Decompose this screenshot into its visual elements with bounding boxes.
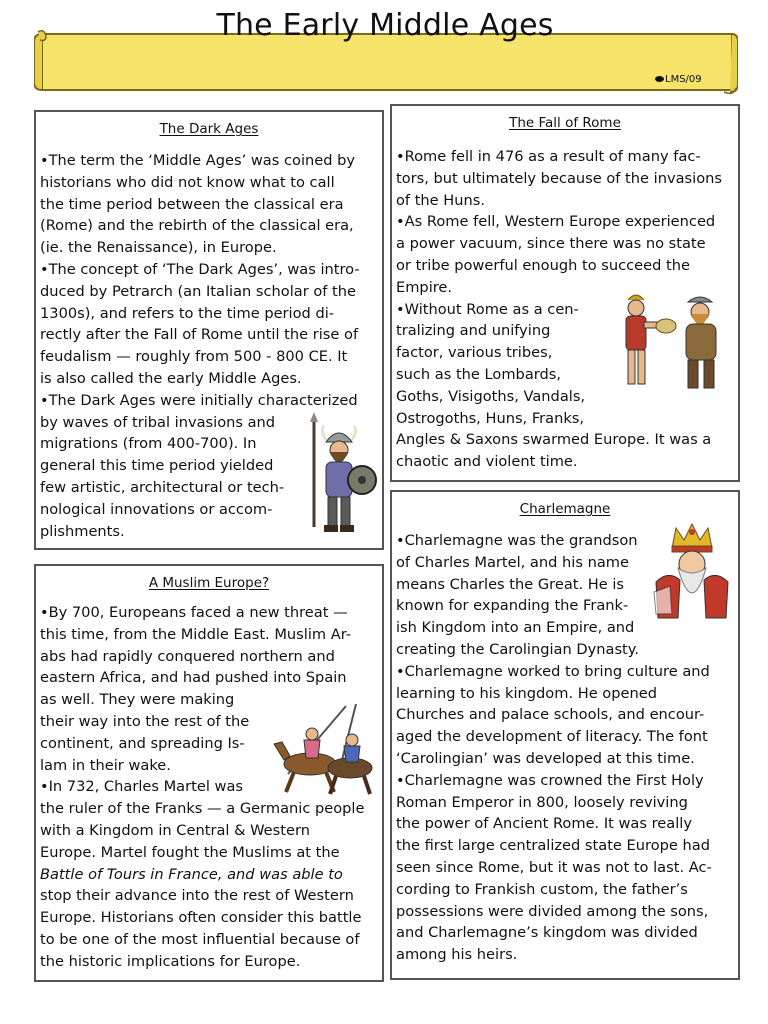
text-line: or tribe powerful enough to succeed the — [396, 256, 690, 274]
mounted-warriors-illustration — [268, 704, 380, 796]
text-line: •In 732, Charles Martel was — [40, 778, 244, 796]
page-title: The Early Middle Ages — [216, 8, 554, 43]
text-line: the time period between the classical era — [40, 195, 344, 213]
text-line: with a Kingdom in Central & Western — [40, 821, 310, 839]
text-line: nological innovations or accom- — [40, 500, 273, 518]
text-line: is also called the early Middle Ages. — [40, 369, 302, 387]
text-line: their way into the rest of the — [40, 712, 250, 730]
text-line: tors, but ultimately because of the invasions — [396, 169, 722, 187]
text-line: by waves of tribal invasions and — [40, 413, 276, 431]
text-line: 1300s), and refers to the time period di- — [40, 304, 335, 322]
roman-and-barbarian-illustration — [614, 290, 738, 400]
text-line: lam in their wake. — [40, 756, 171, 774]
text-line: the first large centralized state Europe had — [396, 837, 710, 855]
text-line: tralizing and unifying — [396, 322, 551, 340]
muslim-europe-heading: A Muslim Europe? — [148, 575, 270, 591]
text-line: feudalism — roughly from 500 - 800 CE. It — [40, 348, 348, 366]
text-line: •Without Rome as a cen- — [396, 300, 579, 318]
dark-ages-heading: The Dark Ages — [159, 121, 259, 137]
text-line: plishments. — [40, 522, 125, 540]
text-line: of the Huns. — [396, 191, 486, 209]
text-line: seen since Rome, but it was not to last. Ac- — [396, 858, 712, 876]
text-line: such as the Lombards, — [396, 365, 562, 383]
text-line: to be one of the most influential because of — [40, 930, 360, 948]
credit-text: LMS/09 — [665, 74, 702, 85]
text-line: general this time period yielded — [40, 457, 274, 475]
credit-line — [655, 74, 702, 85]
text-line: abs had rapidly conquered northern and — [40, 647, 335, 665]
muslim-europe-box — [34, 564, 384, 982]
text-line: possessions were divided among the sons, — [396, 902, 709, 920]
text-line: and Charlemagne’s kingdom was divided — [396, 924, 698, 942]
text-line: ‘Carolingian’ was developed at this time. — [396, 749, 695, 767]
text-line: cording to Frankish custom, the father’s — [396, 880, 688, 898]
text-line: •The Dark Ages were initially characterized — [40, 391, 358, 409]
text-line: Europe. Martel fought the Muslims at the — [40, 843, 340, 861]
text-line: among his heirs. — [396, 946, 518, 964]
text-line: the historic implications for Europe. — [40, 952, 301, 970]
text-line: Churches and palace schools, and encour- — [396, 706, 705, 724]
text-line: of Charles Martel, and his name — [396, 553, 629, 571]
text-line: Angles & Saxons swarmed Europe. It was a — [396, 431, 712, 449]
text-line: the ruler of the Franks — a Germanic people — [40, 800, 365, 818]
text-line: Empire. — [396, 278, 453, 296]
text-line: Goths, Visigoths, Vandals, — [396, 387, 586, 405]
text-line: means Charles the Great. He is — [396, 575, 625, 593]
dark-ages-box — [34, 110, 384, 550]
text-line: ish Kingdom into an Empire, and — [396, 619, 635, 637]
text-line: aged the development of literacy. The font — [396, 728, 708, 746]
text-line: duced by Petrarch (an Italian scholar of the — [40, 282, 357, 300]
text-line: migrations (from 400-700). In — [40, 435, 257, 453]
charlemagne-heading: Charlemagne — [519, 501, 611, 517]
text-line: •Charlemagne worked to bring culture and — [396, 662, 710, 680]
text-line: •Charlemagne was crowned the First Holy — [396, 771, 704, 789]
text-line: (Rome) and the rebirth of the classical era, — [40, 217, 354, 235]
text-line: Battle of Tours in France, and was able to — [40, 865, 343, 883]
text-line: (ie. the Renaissance), in Europe. — [40, 239, 277, 257]
text-line: the power of Ancient Rome. It was really — [396, 815, 692, 833]
text-line: Europe. Historians often consider this battle — [40, 909, 362, 927]
text-line: •As Rome fell, Western Europe experienced — [396, 213, 716, 231]
text-line: •The concept of ‘The Dark Ages’, was intro- — [40, 260, 360, 278]
copyright-eye-icon — [655, 76, 664, 82]
text-line: rectly after the Fall of Rome until the rise of — [40, 326, 359, 344]
text-line: this time, from the Middle East. Muslim Ar- — [40, 625, 352, 643]
fall-of-rome-box — [390, 104, 740, 482]
text-line: Roman Emperor in 800, loosely reviving — [396, 793, 688, 811]
text-line: creating the Carolingian Dynasty. — [396, 640, 639, 658]
text-line: •Rome fell in 476 as a result of many fac- — [396, 148, 701, 165]
viking-warrior-illustration — [304, 412, 384, 542]
text-line: continent, and spreading Is- — [40, 734, 245, 752]
charlemagne-portrait-illustration — [648, 522, 736, 626]
text-line: factor, various tribes, — [396, 344, 553, 362]
text-line: few artistic, architectural or tech- — [40, 478, 285, 496]
text-line: •The term the ‘Middle Ages’ was coined by — [40, 152, 356, 169]
charlemagne-box — [390, 490, 740, 980]
text-line: eastern Africa, and had pushed into Spain — [40, 669, 347, 687]
text-line: learning to his kingdom. He opened — [396, 684, 657, 702]
text-line: •By 700, Europeans faced a new threat — — [40, 604, 348, 621]
text-line: Ostrogoths, Huns, Franks, — [396, 409, 585, 427]
text-line: a power vacuum, since there was no state — [396, 235, 706, 253]
fall-of-rome-heading: The Fall of Rome — [509, 115, 621, 131]
text-line: historians who did not know what to call — [40, 173, 335, 191]
text-line: chaotic and violent time. — [396, 453, 578, 471]
text-line: known for expanding the Frank- — [396, 597, 629, 615]
text-line: as well. They were making — [40, 691, 235, 709]
text-line: stop their advance into the rest of Western — [40, 887, 354, 905]
text-line: •Charlemagne was the grandson — [396, 532, 638, 549]
